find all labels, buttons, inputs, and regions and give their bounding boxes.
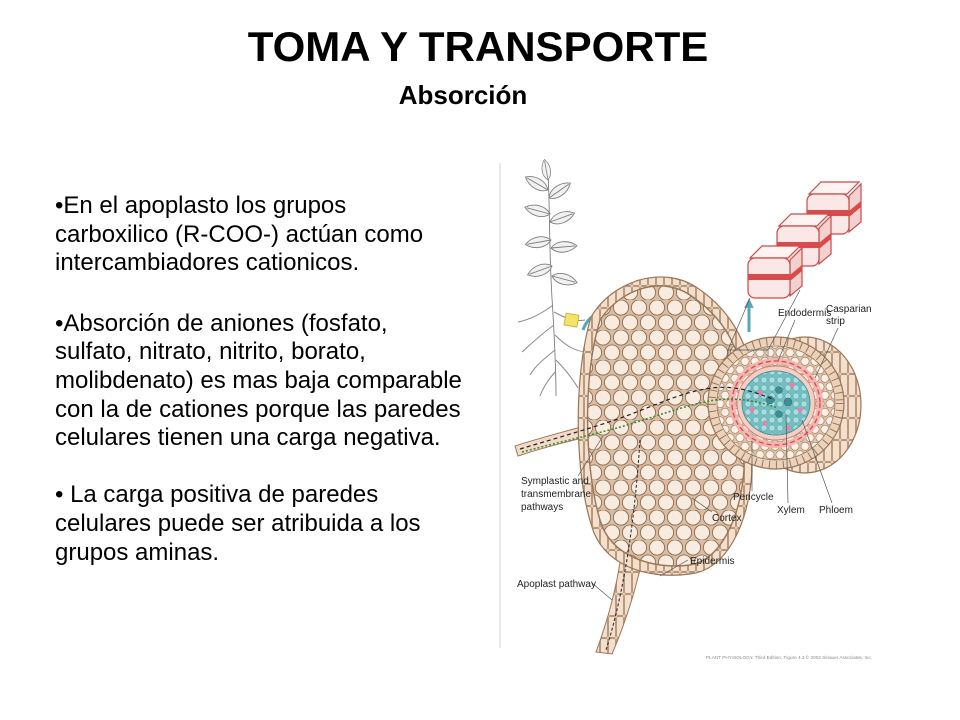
text-line: grupos aminas.: [55, 538, 220, 566]
root-zone-highlight: [564, 313, 579, 327]
label-casparian-strip: strip: [826, 316, 845, 327]
leaf: [526, 261, 554, 280]
text-line: celulares tienen una carga negativa.: [55, 424, 441, 452]
label-phloem: Phloem: [819, 505, 853, 516]
label-symplastic-pathways: Symplastic and: [521, 476, 589, 487]
label-epidermis: Epidermis: [690, 556, 735, 567]
text-line: sulfato, nitrato, nitrito, borato,: [55, 338, 366, 366]
text-line: celulares puede ser atribuida a los: [55, 509, 421, 537]
label-cortex: Cortex: [712, 513, 742, 524]
bullet-list: [55, 192, 475, 567]
bullet-paragraph: [55, 310, 475, 453]
root-section: [515, 277, 752, 654]
text-line: con la de cationes porque las paredes: [55, 395, 461, 423]
vascular-cylinder: [742, 371, 810, 435]
label-symplastic-pathways: pathways: [521, 502, 564, 513]
bullet-paragraph: [55, 481, 475, 567]
slide-subtitle: Absorción: [398, 80, 528, 110]
label-endodermis: Endodermis: [778, 308, 832, 319]
label-symplastic-pathways: transmembrane: [521, 489, 592, 500]
leaf: [546, 179, 573, 203]
leaf: [524, 235, 551, 250]
leaf: [548, 208, 576, 227]
leaf: [551, 271, 579, 288]
slide-title: TOMA Y TRANSPORTE: [247, 23, 709, 70]
leaf: [540, 159, 552, 181]
text-line: •Absorción de aniones (fosfato,: [55, 309, 388, 337]
leaf: [551, 241, 578, 254]
leaf: [524, 202, 552, 219]
plant-stem: [548, 172, 556, 396]
casparian-band: [748, 274, 790, 280]
figure-credit: PLANT PHYSIOLOGY, Third Edition, Figure 4.3 © 2002 Sinauer Associates, Inc.: [706, 655, 872, 660]
label-xylem: Xylem: [777, 505, 805, 516]
label-pericycle: Pericycle: [733, 492, 774, 503]
label-casparian-strip: Casparian: [826, 304, 872, 315]
label-apoplast-pathway: Apoplast pathway: [517, 579, 596, 590]
text-line: • La carga positiva de paredes: [55, 481, 379, 509]
plant-illustration: [518, 159, 588, 396]
text-line: •En el apoplasto los grupos: [55, 192, 347, 219]
text-line: intercambiadores cationicos.: [55, 249, 360, 277]
bullet-paragraph: [55, 192, 475, 278]
endodermal-cells: [748, 182, 861, 298]
root-absorption-figure: [480, 150, 900, 680]
text-line: molibdenato) es mas baja comparable: [55, 366, 462, 394]
root-cross-section: [708, 337, 861, 473]
text-line: carboxilico (R-COO-) actúan como: [55, 220, 424, 248]
